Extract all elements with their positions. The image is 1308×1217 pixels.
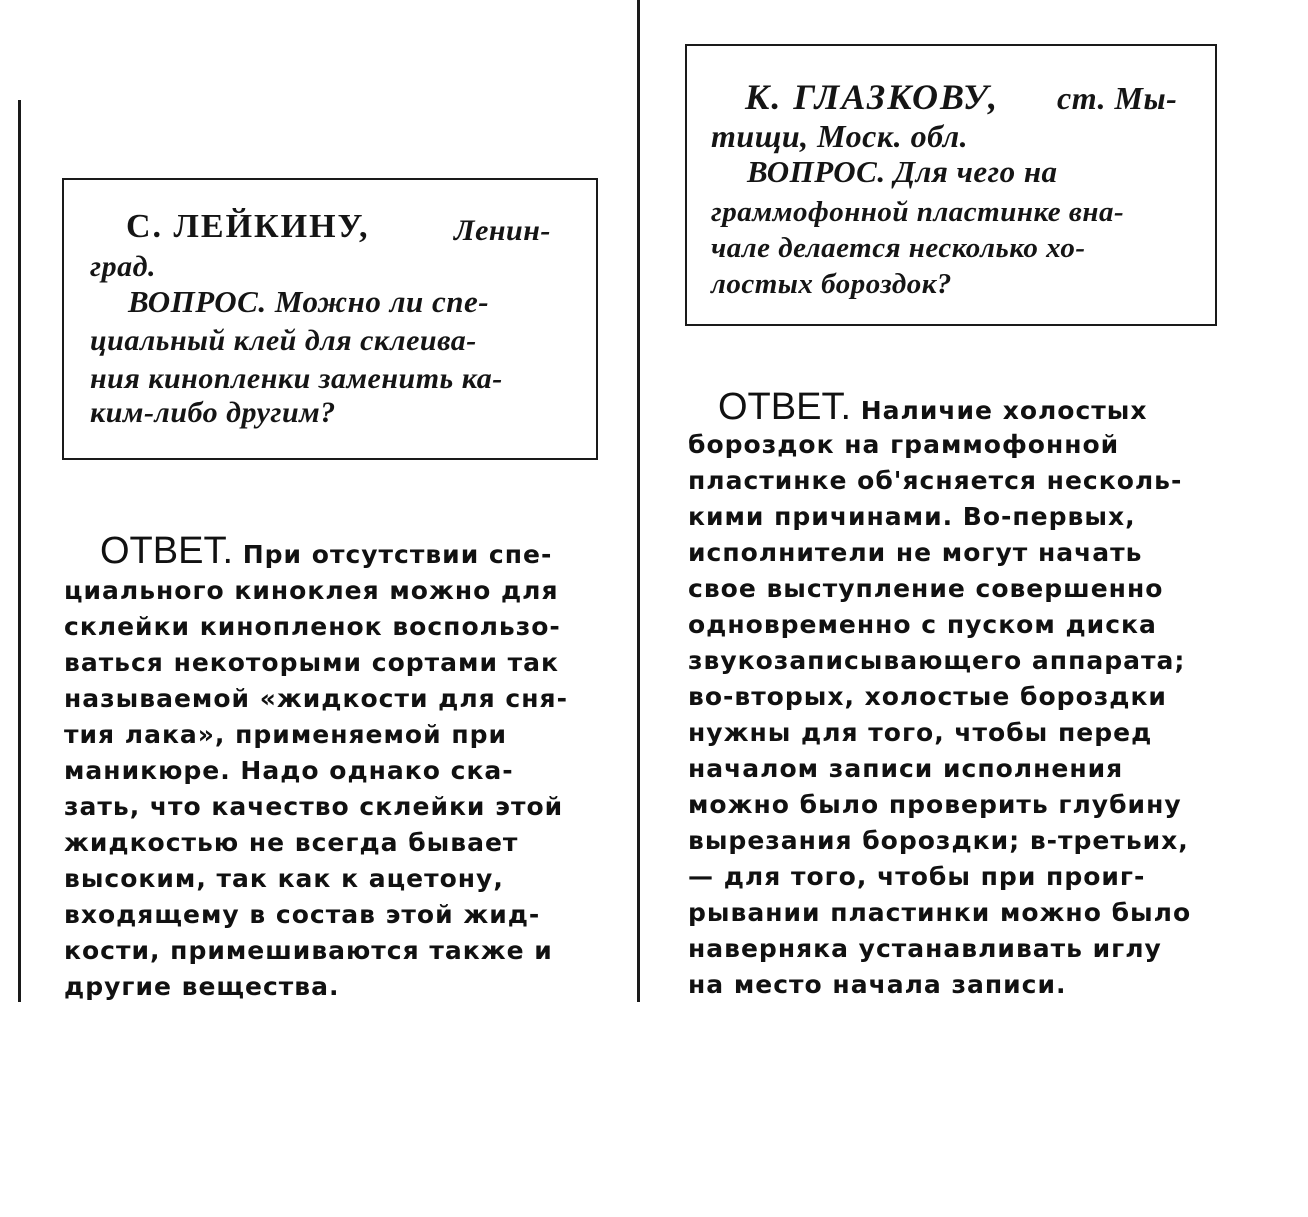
right-answer-line: рывании пластинки можно было [688, 898, 1192, 927]
right-answer-first-line: ОТВЕТ. Наличие холостых [718, 386, 1148, 428]
right-answer-line: бороздок на граммофонной [688, 430, 1120, 459]
left-answer-line: ваться некоторыми сортами так [64, 648, 559, 677]
left-answer-line: зать, что качество склейки этой [64, 792, 564, 821]
right-answer-line: звукозаписывающего аппарата; [688, 646, 1186, 675]
left-question-line: град. [90, 250, 156, 283]
right-question-line: граммофонной пластинке вна- [711, 196, 1125, 228]
right-question-line: лостых бороздок? [711, 268, 952, 300]
right-question-place: ст. Мы- [1057, 80, 1178, 116]
left-question-line: ВОПРОС. Можно ли спе- [128, 284, 490, 319]
right-answer-line: — для того, чтобы при проиг- [688, 862, 1146, 891]
left-margin-rule [18, 100, 21, 1002]
left-answer-line: циального киноклея можно для [64, 576, 559, 605]
right-question-box [685, 44, 1217, 326]
right-answer-line: на место начала записи. [688, 970, 1067, 999]
left-answer-line: другие вещества. [64, 972, 340, 1001]
right-answer-line: вырезания бороздки; в-третьих, [688, 826, 1189, 855]
right-answer [688, 386, 1228, 1006]
right-answer-line: пластинке об'ясняется несколь- [688, 466, 1183, 495]
right-answer-line: началом записи исполнения [688, 754, 1124, 783]
left-answer-line: маникюре. Надо однако ска- [64, 756, 514, 785]
right-answer-line: кими причинами. Во-первых, [688, 502, 1136, 531]
right-answer-line: исполнители не могут начать [688, 538, 1143, 567]
left-answer-line: высоким, так как к ацетону, [64, 864, 504, 893]
column-divider-rule [637, 0, 640, 1002]
answer-keyword: ОТВЕТ. [100, 530, 234, 572]
right-answer-line: можно было проверить глубину [688, 790, 1182, 819]
left-answer-line: называемой «жидкости для сня- [64, 684, 568, 713]
answer-keyword: ОТВЕТ. [718, 386, 852, 428]
right-question-line: ВОПРОС. Для чего на [747, 154, 1058, 189]
left-answer-line: склейки кинопленок воспользо- [64, 612, 561, 641]
right-answer-line: нужны для того, чтобы перед [688, 718, 1153, 747]
left-question-addressee: С. ЛЕЙКИНУ, [126, 208, 370, 245]
right-question-line: тищи, Моск. обл. [711, 118, 969, 154]
left-question-line: циальный клей для склеива- [90, 324, 477, 357]
right-question-addressee: К. ГЛАЗКОВУ, [745, 77, 1000, 117]
right-question-line: чале делается несколько хо- [711, 232, 1086, 264]
left-answer-line: входящему в состав этой жид- [64, 900, 541, 929]
left-answer [64, 530, 609, 1010]
right-answer-line: во-вторых, холостые бороздки [688, 682, 1167, 711]
left-question-place: Ленин- [454, 214, 551, 247]
left-question-line: ния кинопленки заменить ка- [90, 362, 503, 395]
left-answer-line: кости, примешиваются также и [64, 936, 553, 965]
right-answer-line: свое выступление совершенно [688, 574, 1164, 603]
right-answer-line: одновременно с пуском диска [688, 610, 1157, 639]
left-answer-line: жидкостью не всегда бывает [64, 828, 519, 857]
right-answer-line: наверняка устанавливать иглу [688, 934, 1162, 963]
left-question-line: ким-либо другим? [90, 396, 336, 429]
left-question-box [62, 178, 598, 460]
left-answer-line: тия лака», применяемой при [64, 720, 508, 749]
left-answer-first-line: ОТВЕТ. При отсутствии спе- [100, 530, 553, 572]
